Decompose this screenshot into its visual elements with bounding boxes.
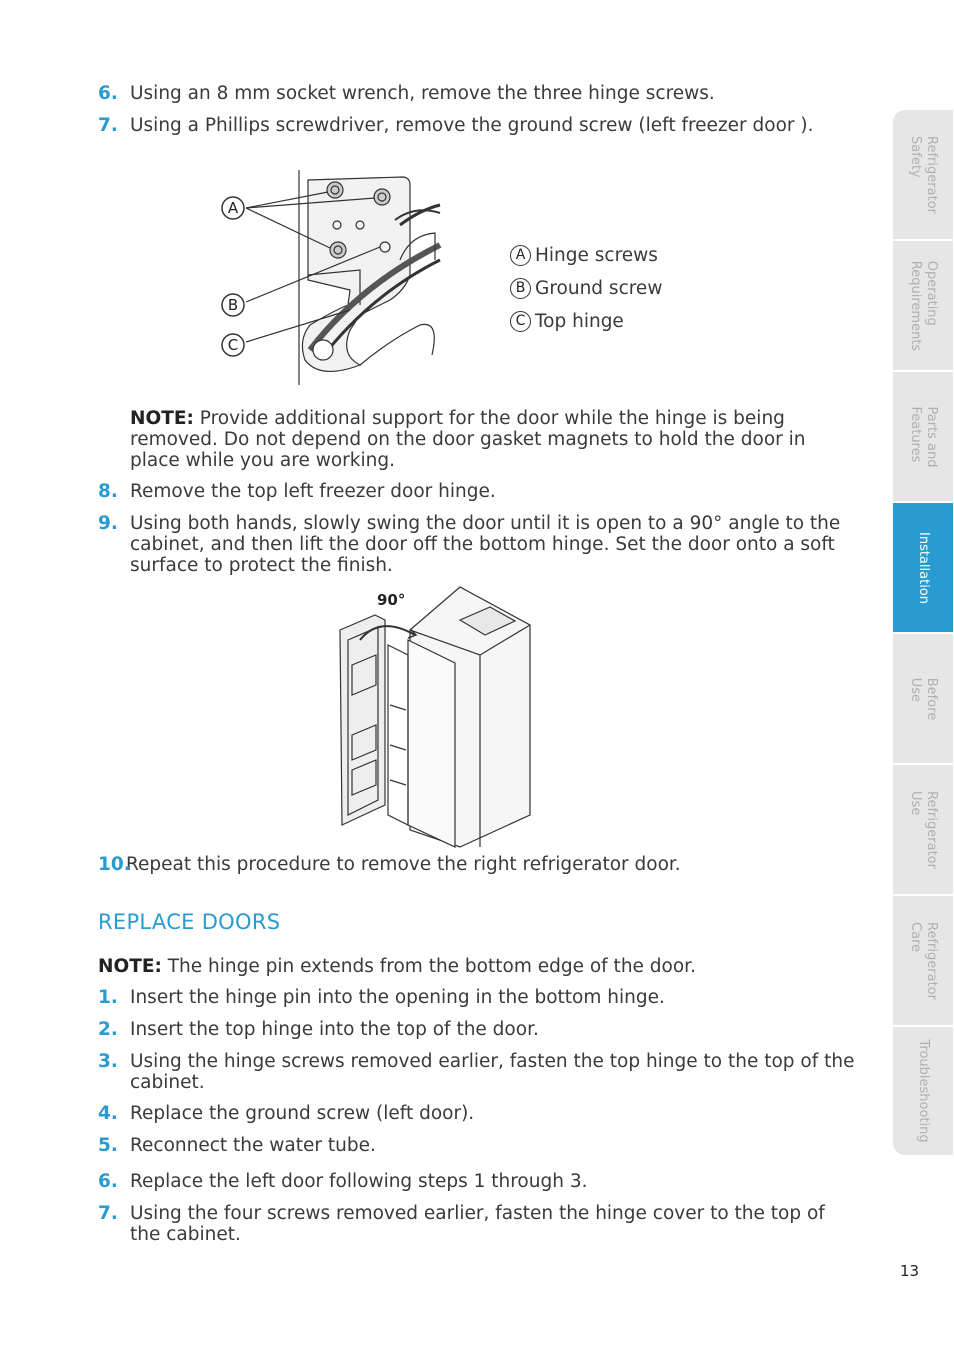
- note-text: Provide additional support for the door while the hinge is being removed. Do not depend on the door gasket magnets to hold the door in place while you are working.: [130, 408, 806, 471]
- section-heading: REPLACE DOORS: [98, 910, 281, 934]
- step-text: Replace the left door following steps 1 through 3.: [130, 1171, 588, 1192]
- step-number: 7.: [98, 1203, 118, 1224]
- step-text: Using the four screws removed earlier, fasten the hinge cover to the top of the cabinet.: [130, 1203, 825, 1245]
- step-number: 7.: [98, 115, 118, 136]
- step-text: Remove the top left freezer door hinge.: [130, 481, 496, 502]
- replace-step-2: [98, 1019, 858, 1040]
- label-c: C: [227, 336, 239, 354]
- tab-before-use[interactable]: [893, 634, 953, 763]
- replace-step-1: [98, 987, 858, 1008]
- tab-troubleshooting[interactable]: [893, 1027, 953, 1155]
- page-number: 13: [900, 1262, 920, 1280]
- legend-item-c: [510, 311, 662, 344]
- label-a: A: [227, 199, 239, 217]
- step-10: [98, 854, 858, 875]
- step-9: [98, 513, 858, 576]
- note-hinge-pin: [98, 956, 858, 977]
- step-number: 8.: [98, 481, 118, 502]
- step-text: Reconnect the water tube.: [130, 1135, 376, 1156]
- note-text: The hinge pin extends from the bottom edge of the door.: [161, 956, 696, 977]
- replace-step-4: [98, 1103, 858, 1124]
- tab-label: Refrigerator Safety: [908, 135, 939, 214]
- tab-parts-and-features[interactable]: [893, 372, 953, 501]
- step-number: 1.: [98, 987, 118, 1008]
- step-text: Insert the hinge pin into the opening in the bottom hinge.: [130, 987, 665, 1008]
- replace-step-6: [98, 1171, 858, 1192]
- note-label: NOTE:: [130, 408, 194, 429]
- step-text: Using both hands, slowly swing the door until it is open to a 90° angle to the cabinet, and then lift the door off the bottom hinge. Set the door onto a soft surface to protect the finish.: [130, 513, 841, 576]
- legend-text: Ground screw: [535, 278, 663, 299]
- step-number: 6.: [98, 83, 118, 104]
- legend-letter: C: [510, 311, 531, 332]
- step-text: Insert the top hinge into the top of the door.: [130, 1019, 539, 1040]
- hinge-legend: [510, 245, 662, 344]
- legend-item-a: [510, 245, 662, 278]
- legend-letter: B: [510, 278, 531, 299]
- tab-label: Installation: [916, 531, 931, 604]
- replace-step-7: [98, 1203, 858, 1245]
- step-6-top: [98, 83, 858, 104]
- legend-text: Top hinge: [535, 311, 624, 332]
- tab-label: Refrigerator Use: [908, 790, 939, 869]
- step-text: Repeat this procedure to remove the right refrigerator door.: [126, 854, 681, 875]
- tab-refrigerator-safety[interactable]: [893, 110, 953, 239]
- tab-installation[interactable]: [893, 503, 953, 632]
- tab-label: Operating Requirements: [908, 260, 939, 351]
- step-7-top: [98, 115, 858, 136]
- step-8: [98, 481, 858, 502]
- hinge-illustration: [210, 165, 450, 390]
- tab-refrigerator-care[interactable]: [893, 896, 953, 1025]
- replace-step-3: [98, 1051, 858, 1093]
- angle-label: 90°: [377, 591, 406, 609]
- step-number: 10.: [98, 854, 131, 875]
- refrigerator-door-illustration: [330, 585, 540, 855]
- note-label: NOTE:: [98, 956, 162, 977]
- step-number: 3.: [98, 1051, 118, 1072]
- tab-label: Troubleshooting: [916, 1039, 931, 1143]
- tab-refrigerator-use[interactable]: [893, 765, 953, 894]
- tab-label: Before Use: [908, 677, 939, 720]
- replace-step-5: [98, 1135, 858, 1156]
- tab-label: Parts and Features: [908, 405, 939, 468]
- step-number: 4.: [98, 1103, 118, 1124]
- tab-label: Refrigerator Care: [908, 921, 939, 1000]
- step-number: 2.: [98, 1019, 118, 1040]
- step-text: Using the hinge screws removed earlier, fasten the top hinge to the top of the cabinet.: [130, 1051, 855, 1093]
- legend-item-b: [510, 278, 662, 311]
- step-number: 5.: [98, 1135, 118, 1156]
- step-number: 6.: [98, 1171, 118, 1192]
- legend-text: Hinge screws: [535, 245, 658, 266]
- step-number: 9.: [98, 513, 118, 534]
- step-text: Using an 8 mm socket wrench, remove the three hinge screws.: [130, 83, 715, 104]
- side-tabs: [893, 110, 953, 1157]
- label-b: B: [227, 296, 239, 314]
- step-text: Using a Phillips screwdriver, remove the ground screw (left freezer door ).: [130, 115, 814, 136]
- tab-operating-requirements[interactable]: [893, 241, 953, 370]
- step-text: Replace the ground screw (left door).: [130, 1103, 475, 1124]
- note-support-door: [130, 408, 860, 471]
- legend-letter: A: [510, 245, 531, 266]
